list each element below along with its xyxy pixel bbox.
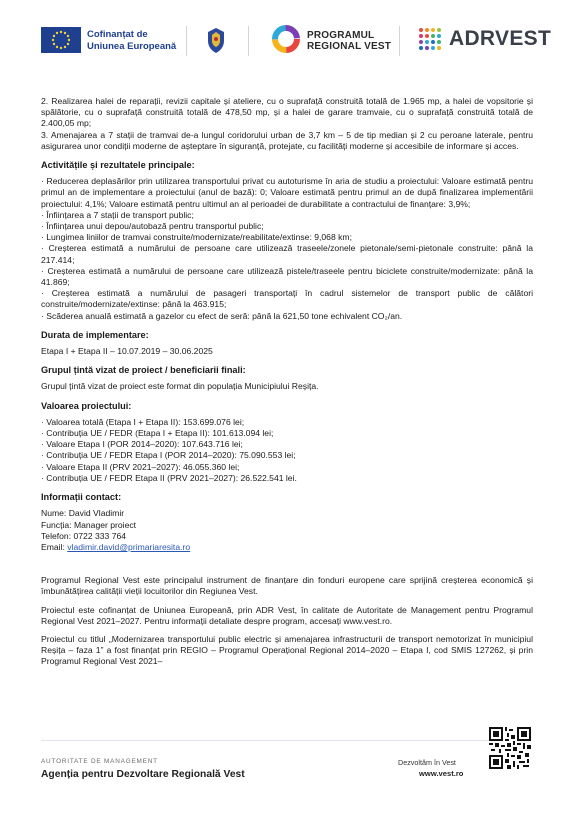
contact-email-link[interactable]: vladimir.david@primariaresita.ro [67,541,191,552]
divider [248,26,249,56]
contact-section [41,492,533,553]
activity-item: · Scăderea anuală estimată a gazelor cu efect de seră: până la 621,50 tone echivalent CO₂/an. [41,310,403,321]
value-item: · Valoare Etapa II (PRV 2021–2027): 46.055.360 lei; [41,461,240,472]
romanian-government-emblem-icon [205,26,227,54]
eu-line1: Cofinanțat de [87,29,148,40]
value-item: · Contribuția UE / FEDR (Etapa I + Etapa II): 101.613.094 lei; [41,428,274,439]
target-group-text: Grupul țintă vizat de proiect este format din populația Municipiului Reșița. [41,381,319,392]
header [0,0,571,80]
adr-logo-text: ADRVEST [449,27,552,50]
value-item: · Valoare Etapa I (POR 2014–2020): 107.643.716 lei; [41,439,243,450]
closing-paragraph-2: Proiectul este cofinanțat de Uniunea Europeană, prin ADR Vest, în calitate de Autoritate de Management pentru Programul Regional Vest 2021–2027. Pentru informații detaliate despre program, accesați www.vest.ro. [41,604,533,626]
contact-phone: Telefon: 0722 333 764 [41,530,127,541]
contact-heading: Informații contact: [41,492,122,503]
contact-email-row [41,542,533,553]
activity-item: · Înființarea a 7 stații de transport public; [41,209,194,220]
activity-item: · Creșterea estimată a numărului de persoane care utilizează traseele/zonele pietonale/semi-pietonale construite: până la 217.414; [41,243,533,265]
intro-item-3: 3. Amenajarea a 7 stații de tramvai de-a lungul coridorului urban de 3,7 km – 5 de tip median și 2 cu peroane laterale, pentru asigurarea unor condiții moderne de așteptare în siguranță, protejate, cu facilități moderne și accesibile de informare și acces. [41,129,533,151]
prv-line1: PROGRAMUL [307,30,375,41]
footer-url[interactable]: www.vest.ro [419,769,464,778]
activity-item: · Creșterea estimată a numărului de persoane care utilizează pistele/traseele pentru biciclete construite/modernizate: până la 41.869; [41,265,533,288]
eu-cofinanced-label [87,29,176,53]
closing-paragraph-3: Proiectul cu titlul „Modernizarea transportului public electric și amenajarea infrastructurii de transport nemotorizat în municipiul Reșița – faza 1” a fost finanțat prin REGIO – Programul Operațional Regional 2014–2020 – Etapa I, cod SMIS 127262, și prin Programul Regional Vest 2021– [41,633,533,667]
activity-item: · Creșterea estimată a numărului de pasageri transportați în cadrul sistemelor de transport public de călători construite/modernizate/extinse: până la 463.915; [41,288,533,310]
duration-heading: Durata de implementare: [41,329,149,340]
intro-item-2: 2. Realizarea halei de reparații, revizii capitale și ateliere, cu o suprafață construită totală de 1.965 mp, a halei de vopsitorie și spălătorie, cu o suprafață construită totală de 478,50 mp, și a halei de garare tramvaie, cu o suprafață construită totală de 2.400,05 mp; [41,96,533,129]
activities-heading: Activitățile și rezultatele principale: [41,160,195,171]
duration-section [41,330,533,357]
activities-section [41,160,533,322]
activity-item: · Înființarea unui depou/autobază pentru transportul public; [41,221,264,232]
document-body [41,96,533,668]
contact-email-label: Email: [41,541,68,552]
project-value-heading: Valoarea proiectului: [41,400,132,411]
prv-line2: REGIONAL VEST [307,41,392,52]
contact-name: Nume: David Vladimir [41,508,125,519]
footer-agency-name: Agenția pentru Dezvoltare Regională Vest [41,769,245,780]
activity-item: · Reducerea deplasărilor prin utilizarea transportului privat cu autoturisme în aria de studiu a proiectului: Valoare estimată pentru primul an de implementare a proiectului (anul de bază): 0; Valoare estimată pentru primul an de după finalizarea implementării proiectului: 4,1%; Valoare estimată pentru ultimul an al perioadei de durabilitate a contractului de finanțare: 3,9%; [41,176,533,209]
value-item: · Valoarea totală (Etapa I + Etapa II): 153.699.076 lei; [41,416,245,427]
footer-slogan: Dezvoltăm în Vest [398,758,456,767]
value-item: · Contribuția UE / FEDR Etapa II (PRV 2021–2027): 26.522.541 lei. [41,472,297,483]
qr-code-icon[interactable] [489,727,531,769]
target-group-heading: Grupul țintă vizat de proiect / beneficiarii finali: [41,365,246,376]
value-item: · Contribuția UE / FEDR Etapa I (POR 2014–2020): 75.090.553 lei; [41,450,296,461]
regional-program-ring-icon [271,24,301,54]
divider [186,26,187,56]
prv-logo-text [307,30,391,52]
closing-paragraph-1: Programul Regional Vest este principalul instrument de finanțare din fonduri europene care sprijină creșterea economică și îmbunătățirea calității vieții locuitorilor din Regiunea Vest. [41,575,533,597]
eu-line2: Uniunea Europeană [87,41,177,52]
footer-divider [41,740,531,741]
adr-dots-icon [418,27,442,51]
activity-item: · Lungimea liniilor de tramvai construite/modernizate/reabilitate/extinse: 9,068 km; [41,232,352,243]
eu-flag-icon [41,27,81,53]
target-group-section [41,365,533,392]
project-value-section [41,401,533,484]
duration-text: Etapa I + Etapa II – 10.07.2019 – 30.06.2025 [41,346,213,357]
footer-authority-label: AUTORITATE DE MANAGEMENT [41,758,158,765]
footer [0,740,571,830]
contact-role: Funcția: Manager proiect [41,519,137,530]
divider [399,26,400,56]
